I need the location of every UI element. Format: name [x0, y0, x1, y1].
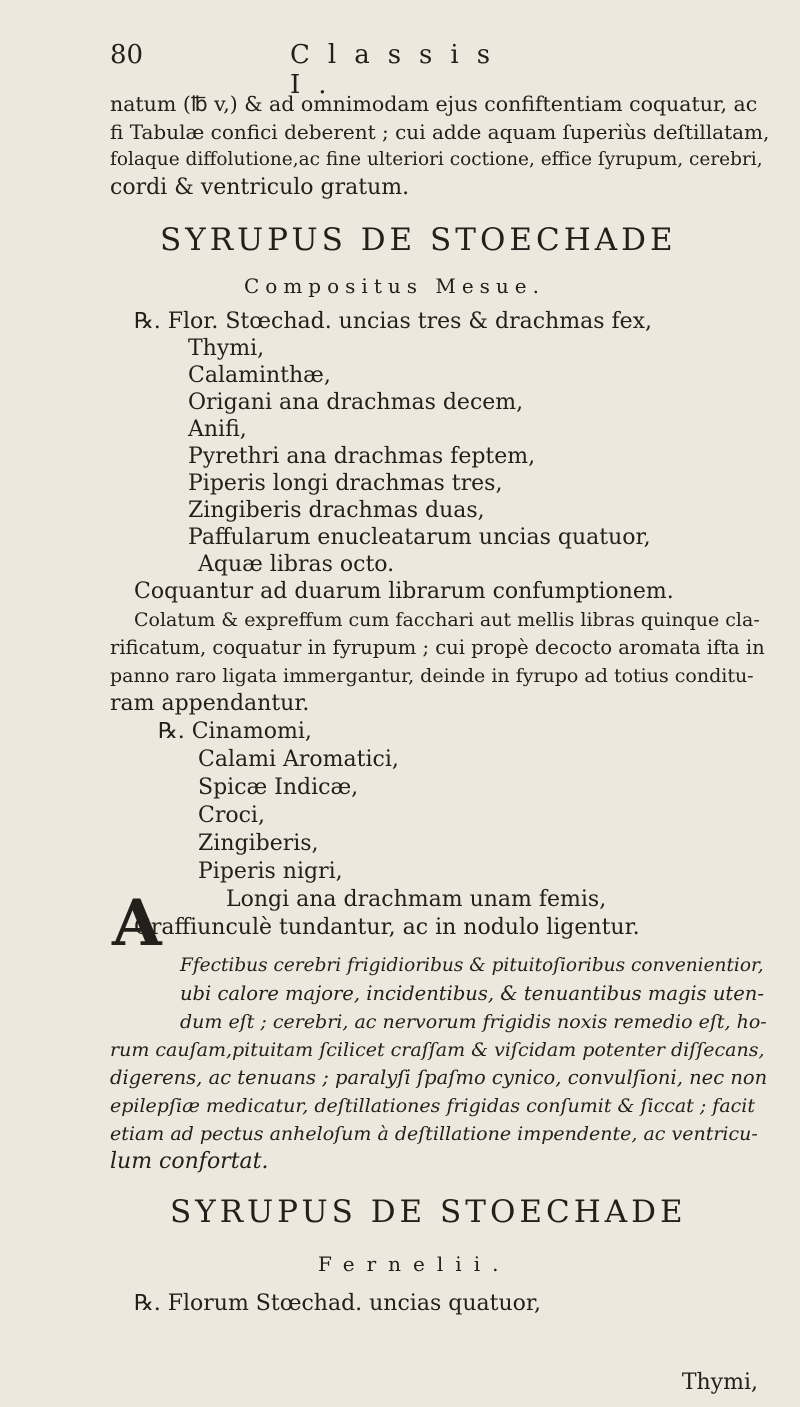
- recipe-line: Paffularum enucleatarum uncias quatuor,: [188, 525, 651, 550]
- recipe-line: ℞. Flor. Stœchad. uncias tres & drachmas fex,: [134, 309, 653, 334]
- recipe-line: Origani ana drachmas decem,: [188, 390, 524, 415]
- page-number: 80: [110, 40, 144, 70]
- section-subtitle: Fernelii.: [318, 1252, 511, 1276]
- section-title: SYRUPUS DE STOECHADE: [160, 222, 677, 258]
- method-line: panno raro ligata immergantur, deinde in fyrupo ad totius conditu-: [110, 665, 754, 687]
- effects-line: etiam ad pectus anheloſum à deſtillatione impendente, ac ventricu-: [110, 1123, 758, 1145]
- method-line: Coquantur ad duarum librarum confumptionem.: [134, 579, 674, 604]
- recipe-line: Longi ana drachmam unam femis,: [226, 887, 607, 912]
- effects-line: Ffectibus cerebri frigidioribus & pituitoſioribus convenientior,: [180, 955, 764, 976]
- recipe-line: ℞. Florum Stœchad. uncias quatuor,: [134, 1291, 541, 1316]
- intro-line: natum (℔ v,) & ad omnimodam ejus confiftentiam coquatur, ac: [110, 92, 758, 116]
- effects-line: epilepſiæ medicatur, deſtillationes frigidas conſumit & ſiccat ; facit: [110, 1095, 756, 1117]
- intro-line: folaque diffolutione,ac fine ulteriori coctione, effice ſyrupum, cerebri,: [110, 149, 763, 170]
- recipe-line: Calaminthæ,: [188, 363, 331, 388]
- recipe-line: Craffiunculè tundantur, ac in nodulo ligentur.: [134, 915, 640, 940]
- effects-line: dum eſt ; cerebri, ac nervorum frigidis noxis remedio eſt, ho-: [180, 1011, 767, 1033]
- recipe-line: Piperis nigri,: [198, 859, 343, 884]
- method-line: rificatum, coquatur in fyrupum ; cui propè decocto aromata ifta in: [110, 636, 765, 659]
- effects-line: digerens, ac tenuans ; paralyſi ſpaſmo cynico, convulſioni, nec non: [110, 1066, 768, 1089]
- effects-line: lum confortat.: [110, 1149, 269, 1174]
- method-line: Colatum & expreffum cum facchari aut mellis libras quinque cla-: [134, 609, 760, 631]
- recipe-line: ℞. Cinamomi,: [158, 719, 312, 744]
- recipe-line: Anifi,: [188, 417, 247, 442]
- section-title: SYRUPUS DE STOECHADE: [170, 1194, 687, 1230]
- section-subtitle: Compositus Mesue.: [244, 274, 546, 298]
- method-line: ram appendantur.: [110, 691, 310, 716]
- running-title: Classis I.: [290, 40, 509, 100]
- recipe-line: Thymi,: [188, 336, 265, 361]
- recipe-line: Piperis longi drachmas tres,: [188, 471, 503, 496]
- recipe-line: Calami Aromatici,: [198, 747, 399, 772]
- recipe-line: Pyrethri ana drachmas feptem,: [188, 444, 536, 469]
- recipe-line: Spicæ Indicæ,: [198, 775, 359, 800]
- intro-line: cordi & ventriculo gratum.: [110, 175, 410, 200]
- drop-cap: A: [112, 886, 162, 961]
- recipe-line: Aquæ libras octo.: [198, 552, 395, 577]
- recipe-line: Croci,: [198, 803, 265, 828]
- recipe-line: Zingiberis,: [198, 831, 319, 856]
- catchword: Thymi,: [681, 1370, 758, 1395]
- intro-line: fi Tabulæ confici deberent ; cui adde aquam ſuperiùs deſtillatam,: [110, 120, 770, 144]
- effects-line: rum cauſam,pituitam ſcilicet craſſam & viſcidam potenter diſſecans,: [110, 1039, 765, 1061]
- recipe-line: Zingiberis drachmas duas,: [188, 498, 485, 523]
- effects-line: ubi calore majore, incidentibus, & tenuantibus magis uten-: [180, 982, 764, 1005]
